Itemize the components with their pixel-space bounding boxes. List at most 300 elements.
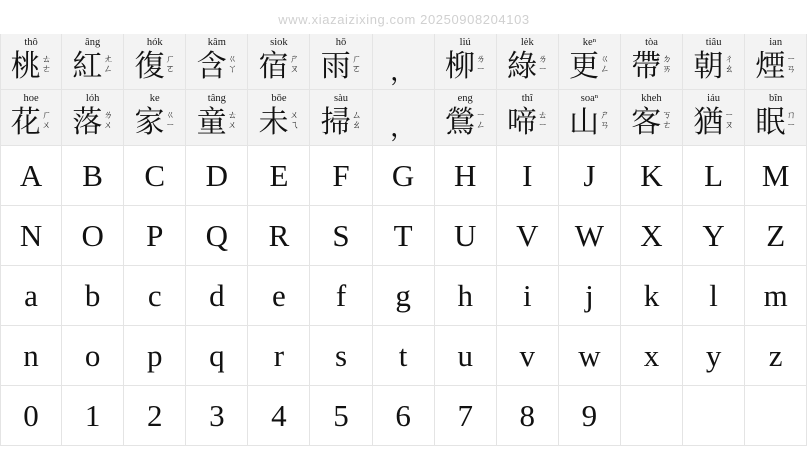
hanzi-cell xyxy=(745,90,807,146)
hanzi-cell xyxy=(186,34,248,90)
latin-glyph: 7 xyxy=(457,397,473,433)
latin-cell xyxy=(0,206,62,266)
glyph-line xyxy=(445,50,486,84)
latin-cell xyxy=(310,386,372,446)
glyph-line xyxy=(72,106,113,140)
latin-glyph: f xyxy=(335,277,347,313)
hanzi-cell xyxy=(124,34,186,90)
phonetic-symbol: ㄡ xyxy=(724,120,734,131)
glyph-line xyxy=(693,106,734,140)
hanzi-cell xyxy=(621,34,683,90)
glyph-row xyxy=(0,266,808,326)
han-glyph: 啼 xyxy=(507,105,538,140)
han-glyph: 童 xyxy=(196,105,227,140)
phonetic-annotation xyxy=(786,106,796,131)
phonetic-symbol: ㄟ xyxy=(289,120,300,131)
latin-cell xyxy=(745,146,807,206)
hanzi-cell xyxy=(683,90,745,146)
latin-cell xyxy=(373,326,435,386)
phonetic-symbol: ㄙ xyxy=(351,110,362,121)
han-glyph: 柳 xyxy=(444,49,475,84)
latin-glyph: w xyxy=(578,337,601,373)
phonetic-symbol: ㄤ xyxy=(103,54,113,65)
latin-glyph: O xyxy=(81,217,104,253)
latin-cell xyxy=(62,386,124,446)
han-glyph: 含 xyxy=(196,49,227,84)
glyph-row xyxy=(0,146,808,206)
punctuation-glyph: ， xyxy=(390,57,417,86)
latin-cell xyxy=(621,146,683,206)
latin-glyph: 9 xyxy=(581,397,598,433)
latin-glyph: l xyxy=(709,277,718,313)
latin-cell xyxy=(186,206,248,266)
phonetic-annotation xyxy=(352,50,362,75)
latin-cell xyxy=(435,266,497,326)
latin-glyph: W xyxy=(574,217,605,253)
phonetic-annotation xyxy=(600,106,610,131)
phonetic-symbol: ㄥ xyxy=(103,64,113,75)
latin-cell xyxy=(683,266,745,326)
phonetic-symbol: ㄧ xyxy=(538,64,548,75)
phonetic-symbol: ㄠ xyxy=(724,64,734,75)
phonetic-symbol: ㄢ xyxy=(600,120,610,131)
latin-glyph: 2 xyxy=(146,397,163,433)
phonetic-symbol: ㄧ xyxy=(165,120,175,131)
phonetic-symbol: ㄨ xyxy=(41,120,52,131)
phonetic-symbol: ㄛ xyxy=(351,64,362,75)
hanzi-cell xyxy=(248,34,310,90)
latin-cell xyxy=(559,386,621,446)
latin-glyph: F xyxy=(332,157,350,193)
phonetic-annotation xyxy=(662,106,672,131)
phonetic-symbol: ㄊ xyxy=(41,54,52,65)
latin-glyph: E xyxy=(269,157,289,193)
phonetic-annotation xyxy=(290,106,300,131)
glyph-grid xyxy=(0,34,808,446)
latin-glyph: R xyxy=(268,217,290,253)
phonetic-symbol: ㄧ xyxy=(786,120,796,131)
latin-glyph: p xyxy=(146,337,163,373)
han-glyph: 山 xyxy=(569,105,600,140)
han-glyph: 復 xyxy=(134,49,165,84)
glyph-row xyxy=(0,90,808,146)
phonetic-annotation xyxy=(103,106,113,131)
latin-cell xyxy=(186,326,248,386)
latin-cell xyxy=(621,266,683,326)
latin-cell xyxy=(621,206,683,266)
romanization-label: thî xyxy=(521,93,533,104)
romanization-label: soaⁿ xyxy=(580,93,599,104)
han-glyph: 掃 xyxy=(320,105,351,140)
latin-cell xyxy=(62,206,124,266)
latin-cell xyxy=(310,326,372,386)
phonetic-annotation xyxy=(42,106,52,131)
latin-glyph: j xyxy=(585,277,594,313)
latin-cell xyxy=(62,326,124,386)
han-glyph: 宿 xyxy=(258,49,289,84)
phonetic-symbol: ㄚ xyxy=(227,64,238,75)
phonetic-symbol: ㄧ xyxy=(786,54,796,65)
han-glyph: 客 xyxy=(631,105,662,140)
latin-cell xyxy=(373,386,435,446)
latin-glyph: 0 xyxy=(23,397,39,433)
latin-glyph: X xyxy=(640,217,663,253)
glyph-line xyxy=(259,50,300,84)
latin-glyph: C xyxy=(144,157,166,193)
romanization-label: hoe xyxy=(23,93,39,104)
latin-cell xyxy=(62,266,124,326)
latin-cell xyxy=(310,146,372,206)
latin-cell xyxy=(373,266,435,326)
phonetic-symbol: ㄕ xyxy=(289,54,300,65)
phonetic-symbol: ㄧ xyxy=(475,110,486,121)
glyph-line xyxy=(197,106,238,140)
phonetic-symbol: ㄨ xyxy=(289,110,300,121)
romanization-label: lėk xyxy=(520,37,534,48)
phonetic-symbol: ㄨ xyxy=(227,120,238,131)
romanization-label: tiâu xyxy=(705,37,722,48)
latin-cell xyxy=(559,266,621,326)
phonetic-symbol: ㄕ xyxy=(600,110,610,121)
phonetic-symbol: ㄠ xyxy=(351,120,362,131)
glyph-line xyxy=(72,50,113,84)
phonetic-symbol: ㄏ xyxy=(41,110,52,121)
glyph-line xyxy=(259,106,300,140)
phonetic-annotation xyxy=(662,50,672,75)
hanzi-cell xyxy=(124,90,186,146)
phonetic-symbol: ㄜ xyxy=(41,64,52,75)
latin-glyph: c xyxy=(147,277,162,313)
latin-cell xyxy=(310,206,372,266)
latin-cell xyxy=(497,266,559,326)
latin-cell xyxy=(124,146,186,206)
latin-cell xyxy=(248,386,310,446)
latin-cell xyxy=(559,326,621,386)
phonetic-symbol: ㄡ xyxy=(289,64,300,75)
romanization-label: thô xyxy=(24,37,38,48)
latin-glyph: Y xyxy=(702,217,725,253)
hanzi-cell xyxy=(559,90,621,146)
latin-cell xyxy=(186,266,248,326)
hanzi-cell xyxy=(373,90,435,146)
romanization-label: ian xyxy=(769,37,783,48)
latin-glyph: A xyxy=(19,157,43,193)
romanization-label: âng xyxy=(85,37,101,48)
romanization-label: sàu xyxy=(334,93,349,104)
latin-cell xyxy=(683,386,745,446)
phonetic-symbol: ㄏ xyxy=(351,54,362,65)
latin-glyph: V xyxy=(516,217,539,253)
latin-glyph: 1 xyxy=(84,397,101,433)
romanization-label: bōe xyxy=(271,93,287,104)
latin-cell xyxy=(186,386,248,446)
phonetic-symbol: ㄧ xyxy=(724,110,734,121)
punctuation-glyph: ， xyxy=(390,113,417,142)
phonetic-symbol: ㄢ xyxy=(786,64,796,75)
latin-cell xyxy=(745,326,807,386)
hanzi-cell xyxy=(0,90,62,146)
latin-cell xyxy=(559,206,621,266)
glyph-line xyxy=(507,106,548,140)
phonetic-symbol: ㄊ xyxy=(227,110,238,121)
phonetic-annotation xyxy=(476,106,486,131)
latin-glyph: I xyxy=(522,157,533,193)
han-glyph: 鶯 xyxy=(444,105,475,140)
latin-glyph: J xyxy=(583,157,596,193)
latin-glyph: b xyxy=(84,277,101,313)
phonetic-annotation xyxy=(290,50,300,75)
latin-glyph: o xyxy=(84,337,101,373)
hanzi-cell xyxy=(621,90,683,146)
romanization-label: iáu xyxy=(707,93,720,104)
latin-cell xyxy=(497,146,559,206)
hanzi-cell xyxy=(435,34,497,90)
latin-glyph: x xyxy=(643,337,660,373)
glyph-line xyxy=(197,50,238,84)
latin-glyph: h xyxy=(457,277,473,313)
latin-glyph: t xyxy=(398,337,408,373)
phonetic-annotation xyxy=(538,50,548,75)
han-glyph: 雨 xyxy=(320,49,351,84)
romanization-label: hók xyxy=(146,37,163,48)
latin-cell xyxy=(310,266,372,326)
phonetic-symbol: ㄊ xyxy=(538,110,548,121)
glyph-row xyxy=(0,326,808,386)
latin-cell xyxy=(621,326,683,386)
latin-cell xyxy=(0,146,62,206)
latin-glyph: e xyxy=(272,277,286,313)
glyph-line xyxy=(134,50,175,84)
latin-cell xyxy=(186,146,248,206)
hanzi-cell xyxy=(62,90,124,146)
romanization-label: lóh xyxy=(85,93,100,104)
latin-cell xyxy=(0,326,62,386)
latin-glyph: y xyxy=(705,337,722,373)
latin-cell xyxy=(435,206,497,266)
han-glyph: 落 xyxy=(72,105,103,140)
latin-cell xyxy=(248,326,310,386)
phonetic-symbol: ㄌ xyxy=(475,54,486,65)
glyph-line xyxy=(321,50,362,84)
latin-glyph: m xyxy=(763,277,788,313)
latin-glyph: g xyxy=(395,277,411,313)
latin-cell xyxy=(497,206,559,266)
han-glyph: 花 xyxy=(10,105,41,140)
latin-glyph: H xyxy=(454,157,477,193)
glyph-row xyxy=(0,386,808,446)
phonetic-annotation xyxy=(476,50,486,75)
romanization-label: siok xyxy=(270,37,288,48)
latin-glyph: G xyxy=(391,157,415,193)
latin-glyph: S xyxy=(332,217,350,253)
latin-cell xyxy=(124,386,186,446)
phonetic-annotation xyxy=(165,106,175,131)
latin-glyph: k xyxy=(643,277,660,313)
han-glyph: 朝 xyxy=(693,49,724,84)
phonetic-annotation xyxy=(228,50,238,75)
hanzi-cell xyxy=(0,34,62,90)
glyph-line xyxy=(321,106,362,140)
latin-cell xyxy=(497,386,559,446)
latin-cell xyxy=(124,206,186,266)
hanzi-cell xyxy=(435,90,497,146)
hanzi-cell xyxy=(248,90,310,146)
romanization-label: tâng xyxy=(207,93,226,104)
glyph-row xyxy=(0,34,808,90)
latin-glyph: Q xyxy=(205,217,229,253)
romanization-label: bîn xyxy=(768,93,783,104)
phonetic-annotation xyxy=(165,50,175,75)
latin-glyph: 5 xyxy=(333,397,349,433)
hanzi-cell xyxy=(745,34,807,90)
latin-glyph: v xyxy=(519,337,536,373)
latin-glyph: 8 xyxy=(519,397,536,433)
latin-cell xyxy=(683,146,745,206)
han-glyph: 猶 xyxy=(693,105,724,140)
phonetic-symbol: ㄥ xyxy=(600,64,610,75)
glyph-line xyxy=(11,50,52,84)
phonetic-annotation xyxy=(724,106,734,131)
latin-cell xyxy=(0,266,62,326)
romanization-label: liú xyxy=(459,37,471,48)
hanzi-cell xyxy=(186,90,248,146)
latin-glyph: s xyxy=(334,337,348,373)
latin-glyph: K xyxy=(640,157,663,193)
latin-glyph: r xyxy=(273,337,285,373)
latin-cell xyxy=(124,266,186,326)
han-glyph: 煙 xyxy=(755,49,786,84)
hanzi-cell xyxy=(559,34,621,90)
romanization-label: ke xyxy=(149,93,160,104)
phonetic-symbol: ㄧ xyxy=(538,120,548,131)
latin-glyph: u xyxy=(457,337,473,373)
romanization-label: tòa xyxy=(645,37,658,48)
latin-glyph: P xyxy=(146,217,164,253)
latin-cell xyxy=(248,266,310,326)
phonetic-symbol: ㄨ xyxy=(103,120,113,131)
latin-glyph: Z xyxy=(766,217,786,253)
phonetic-symbol: ㄉ xyxy=(662,54,672,65)
phonetic-symbol: ㄜ xyxy=(662,120,672,131)
latin-glyph: L xyxy=(704,157,724,193)
phonetic-annotation xyxy=(103,50,113,75)
glyph-line xyxy=(631,50,672,84)
phonetic-annotation xyxy=(228,106,238,131)
latin-cell xyxy=(248,206,310,266)
han-glyph: 帶 xyxy=(631,49,662,84)
phonetic-annotation xyxy=(786,50,796,75)
glyph-line xyxy=(569,106,610,140)
latin-cell xyxy=(745,206,807,266)
hanzi-cell xyxy=(497,34,559,90)
latin-glyph: D xyxy=(205,157,229,193)
phonetic-symbol: ㄍ xyxy=(227,54,238,65)
latin-cell xyxy=(559,146,621,206)
romanization-label: eng xyxy=(457,93,473,104)
glyph-line xyxy=(569,50,610,84)
latin-glyph: B xyxy=(82,157,103,193)
latin-cell xyxy=(683,206,745,266)
han-glyph: 家 xyxy=(134,105,165,140)
latin-glyph: z xyxy=(768,337,783,373)
phonetic-annotation xyxy=(724,50,734,75)
han-glyph: 眠 xyxy=(755,105,786,140)
romanization-label: hō xyxy=(335,37,347,48)
han-glyph: 桃 xyxy=(10,49,41,84)
hanzi-cell xyxy=(373,34,435,90)
phonetic-symbol: ㄌ xyxy=(103,110,113,121)
han-glyph: 綠 xyxy=(507,49,538,84)
phonetic-symbol: ㄔ xyxy=(724,54,734,65)
latin-cell xyxy=(435,146,497,206)
glyph-line xyxy=(445,106,486,140)
glyph-line xyxy=(631,106,672,140)
latin-cell xyxy=(248,146,310,206)
latin-cell xyxy=(745,386,807,446)
phonetic-symbol: ㄍ xyxy=(600,54,610,65)
latin-glyph: q xyxy=(209,337,225,373)
latin-cell xyxy=(124,326,186,386)
glyph-line xyxy=(507,50,548,84)
glyph-line xyxy=(693,50,734,84)
latin-glyph: T xyxy=(393,217,413,253)
han-glyph: 未 xyxy=(258,105,289,140)
phonetic-annotation xyxy=(538,106,548,131)
latin-cell xyxy=(435,386,497,446)
glyph-line xyxy=(11,106,52,140)
latin-cell xyxy=(62,146,124,206)
latin-glyph: i xyxy=(522,277,532,313)
phonetic-annotation xyxy=(42,50,52,75)
glyph-line xyxy=(134,106,175,140)
glyph-line xyxy=(755,106,796,140)
phonetic-symbol: ㄛ xyxy=(165,64,175,75)
latin-cell xyxy=(373,146,435,206)
phonetic-symbol: ㄌ xyxy=(538,54,548,65)
hanzi-cell xyxy=(683,34,745,90)
latin-glyph: a xyxy=(24,277,38,313)
romanization-label: kâm xyxy=(207,37,226,48)
latin-cell xyxy=(373,206,435,266)
latin-cell xyxy=(435,326,497,386)
phonetic-symbol: ㄏ xyxy=(165,54,175,65)
latin-glyph: M xyxy=(761,157,790,193)
hanzi-cell xyxy=(497,90,559,146)
han-glyph: 更 xyxy=(569,49,600,84)
latin-cell xyxy=(745,266,807,326)
latin-glyph: U xyxy=(454,217,477,253)
romanization-label: keⁿ xyxy=(582,37,596,48)
phonetic-symbol: ㄧ xyxy=(475,64,486,75)
phonetic-symbol: ㄎ xyxy=(662,110,672,121)
hanzi-cell xyxy=(62,34,124,90)
glyph-row xyxy=(0,206,808,266)
hanzi-cell xyxy=(310,90,372,146)
latin-cell xyxy=(497,326,559,386)
phonetic-symbol: ㄥ xyxy=(475,120,486,131)
latin-cell xyxy=(683,326,745,386)
romanization-label: kheh xyxy=(641,93,662,104)
latin-glyph: d xyxy=(209,277,225,313)
latin-cell xyxy=(0,386,62,446)
phonetic-symbol: ㄞ xyxy=(662,64,672,75)
watermark-text: www.xiazaizixing.com 20250908204103 xyxy=(278,12,530,27)
latin-glyph: 4 xyxy=(271,397,287,433)
phonetic-symbol: ㄍ xyxy=(165,110,175,121)
han-glyph: 紅 xyxy=(72,49,103,84)
phonetic-annotation xyxy=(600,50,610,75)
glyph-line xyxy=(755,50,796,84)
